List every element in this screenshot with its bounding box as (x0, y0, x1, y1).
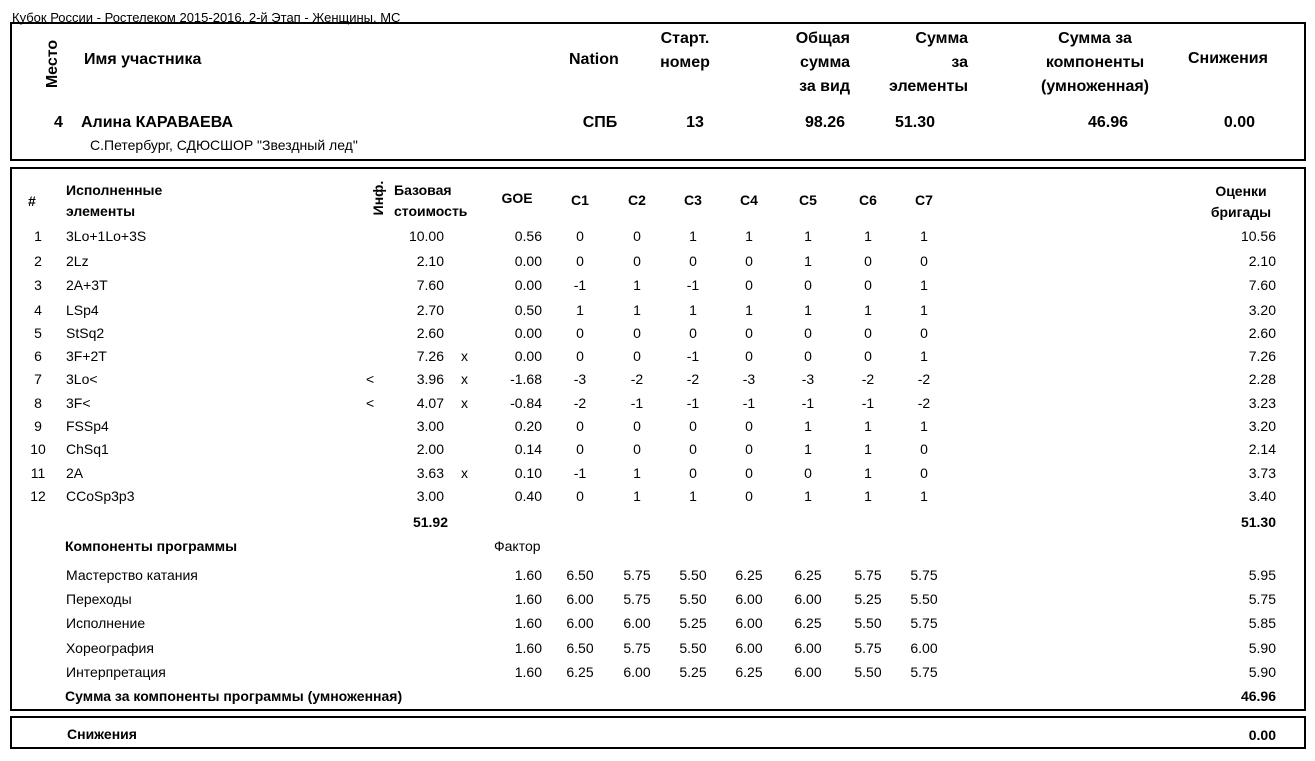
event-title: Кубок России - Ростелеком 2015-2016, 2-й Этап - Женщины, МС (12, 10, 401, 25)
component-factor: 1.60 (514, 664, 542, 680)
judge-mark: -1 (573, 277, 587, 293)
element-bonus-mark: x (461, 465, 468, 481)
component-judge-mark: 5.25 (854, 591, 882, 607)
judge-mark: 0 (689, 325, 697, 341)
component-judge-mark: 5.75 (854, 640, 882, 656)
judge-mark: 1 (745, 302, 753, 318)
component-judge-mark: 6.25 (794, 615, 822, 631)
judge-header: C1 (571, 192, 589, 208)
component-panel-score: 5.95 (1248, 567, 1276, 583)
element-goe: 0.00 (514, 325, 542, 341)
judge-mark: 0 (920, 441, 928, 457)
component-judge-mark: 5.50 (854, 615, 882, 631)
judge-mark: -1 (742, 395, 756, 411)
element-bonus-mark: x (461, 348, 468, 364)
judge-mark: 0 (864, 277, 872, 293)
judge-mark: 0 (576, 418, 584, 434)
judge-mark: -2 (917, 395, 931, 411)
element-base-value: 3.96 (416, 371, 444, 387)
component-panel-score: 5.85 (1248, 615, 1276, 631)
judge-mark: 0 (804, 465, 812, 481)
component-judge-mark: 5.75 (623, 591, 651, 607)
judge-mark: 0 (576, 253, 584, 269)
deductions-label: Снижения (67, 726, 137, 742)
element-goe: 0.20 (514, 418, 542, 434)
judge-mark: 0 (745, 465, 753, 481)
judge-mark: 1 (804, 253, 812, 269)
component-judge-mark: 5.75 (623, 640, 651, 656)
component-judge-mark: 6.00 (735, 615, 763, 631)
judge-mark: 0 (576, 325, 584, 341)
judge-mark: 0 (633, 441, 641, 457)
judge-mark: -1 (861, 395, 875, 411)
judge-mark: -1 (573, 465, 587, 481)
components-total-label: Сумма за компоненты программы (умноженная) (65, 688, 403, 704)
judge-mark: 1 (864, 302, 872, 318)
element-base-value: 7.60 (416, 277, 444, 293)
judge-mark: 0 (864, 325, 872, 341)
element-code: LSp4 (66, 302, 99, 318)
info-header: Инф. (370, 180, 386, 216)
element-goe: 0.50 (514, 302, 542, 318)
element-row-number: 5 (34, 325, 42, 341)
judge-mark: 1 (689, 302, 697, 318)
element-row-number: 8 (34, 395, 42, 411)
element-panel-score: 2.28 (1248, 371, 1276, 387)
judge-mark: 1 (920, 277, 928, 293)
component-judge-mark: 6.50 (566, 640, 594, 656)
element-panel-score: 3.20 (1248, 418, 1276, 434)
element-base-value: 4.07 (416, 395, 444, 411)
component-judge-mark: 6.00 (623, 664, 651, 680)
judge-header: C3 (684, 192, 702, 208)
component-judge-mark: 5.25 (679, 664, 707, 680)
judge-mark: -1 (686, 395, 700, 411)
judge-mark: 0 (804, 348, 812, 364)
component-name: Переходы (66, 591, 132, 607)
panel-score-header: Оценки бригады (1210, 183, 1272, 220)
judge-mark: 1 (745, 228, 753, 244)
name-header: Имя участника (84, 51, 202, 68)
element-row-number: 9 (34, 418, 42, 434)
start-number-header: Старт. номер (660, 30, 710, 71)
judge-mark: -2 (573, 395, 587, 411)
skater-component-score: 46.96 (1087, 114, 1128, 131)
factor-header: Фактор (494, 538, 541, 554)
judge-mark: -3 (573, 371, 587, 387)
element-code: CCoSp3p3 (66, 488, 135, 504)
judge-mark: -1 (686, 348, 700, 364)
element-base-value: 10.00 (408, 228, 444, 244)
judge-mark: 0 (745, 418, 753, 434)
component-panel-score: 5.90 (1248, 664, 1276, 680)
judge-mark: 0 (745, 277, 753, 293)
judge-mark: 1 (864, 441, 872, 457)
judge-mark: 0 (633, 348, 641, 364)
judge-mark: 0 (576, 348, 584, 364)
component-judge-mark: 6.50 (566, 567, 594, 583)
component-judge-mark: 5.75 (623, 567, 651, 583)
skater-element-score: 51.30 (894, 114, 935, 131)
judge-mark: -3 (742, 371, 756, 387)
judge-mark: 0 (745, 253, 753, 269)
element-goe: 0.10 (514, 465, 542, 481)
judge-mark: -3 (801, 371, 815, 387)
components-title: Компоненты программы (65, 538, 238, 554)
element-row-number: 11 (30, 465, 46, 481)
element-row-number: 10 (30, 441, 46, 457)
judge-mark: 0 (745, 488, 753, 504)
element-base-value: 3.63 (416, 465, 444, 481)
judge-mark: 1 (920, 488, 928, 504)
deductions-box (10, 716, 1306, 749)
element-code: 2A+3T (66, 277, 108, 293)
element-panel-score: 7.60 (1248, 277, 1276, 293)
component-judge-mark: 5.75 (910, 567, 938, 583)
judge-mark: 1 (633, 302, 641, 318)
component-judge-mark: 5.50 (910, 591, 938, 607)
judge-mark: -2 (630, 371, 644, 387)
component-judge-mark: 5.50 (679, 591, 707, 607)
deductions-value: 0.00 (1248, 727, 1276, 743)
element-row-number: 1 (34, 228, 42, 244)
element-goe: 0.56 (514, 228, 542, 244)
rank-header: Место (44, 39, 61, 89)
element-goe: 0.14 (514, 441, 542, 457)
judge-mark: 1 (633, 465, 641, 481)
judge-mark: 1 (689, 488, 697, 504)
judge-mark: 0 (576, 488, 584, 504)
element-code: 2Lz (66, 253, 89, 269)
judge-mark: 1 (633, 277, 641, 293)
component-name: Исполнение (66, 615, 146, 631)
judge-mark: 0 (576, 441, 584, 457)
judge-mark: 0 (745, 348, 753, 364)
element-header: Исполненные элементы (66, 182, 163, 219)
base-value-total: 51.92 (412, 514, 448, 530)
element-bonus-mark: x (461, 395, 468, 411)
element-code: 3Lo< (66, 371, 98, 387)
component-score-header: Сумма за компоненты (умноженная) (1041, 30, 1149, 95)
element-row-number: 4 (34, 302, 42, 318)
base-value-header: Базовая стоимость (394, 182, 468, 219)
judge-mark: 0 (864, 253, 872, 269)
element-base-value: 2.00 (416, 441, 444, 457)
component-judge-mark: 5.75 (910, 615, 938, 631)
judge-mark: 1 (864, 418, 872, 434)
element-goe: 0.00 (514, 253, 542, 269)
skater-nation: СПБ (582, 114, 618, 131)
judge-mark: -2 (686, 371, 700, 387)
components-total: 46.96 (1240, 688, 1276, 704)
component-panel-score: 5.75 (1248, 591, 1276, 607)
judge-mark: 1 (864, 465, 872, 481)
judge-header: C6 (859, 192, 877, 208)
element-base-value: 7.26 (416, 348, 444, 364)
element-base-value: 2.10 (416, 253, 444, 269)
judge-mark: 1 (864, 228, 872, 244)
element-panel-score: 3.23 (1248, 395, 1276, 411)
judge-mark: -2 (861, 371, 875, 387)
component-judge-mark: 6.25 (735, 664, 763, 680)
judge-header: C2 (628, 192, 646, 208)
element-goe: 0.00 (514, 348, 542, 364)
component-panel-score: 5.90 (1248, 640, 1276, 656)
component-judge-mark: 6.25 (794, 567, 822, 583)
skater-deductions: 0.00 (1223, 114, 1255, 131)
element-panel-score: 2.60 (1248, 325, 1276, 341)
judge-mark: -2 (917, 371, 931, 387)
element-code: ChSq1 (66, 441, 109, 457)
judge-mark: 0 (689, 465, 697, 481)
deductions-header: Снижения (1188, 50, 1268, 67)
element-code: StSq2 (66, 325, 105, 341)
judge-mark: 0 (745, 441, 753, 457)
judge-mark: 1 (689, 228, 697, 244)
component-judge-mark: 6.00 (566, 591, 594, 607)
component-judge-mark: 5.50 (854, 664, 882, 680)
component-judge-mark: 6.25 (566, 664, 594, 680)
element-goe: 0.00 (514, 277, 542, 293)
component-judge-mark: 5.75 (854, 567, 882, 583)
judge-mark: 0 (864, 348, 872, 364)
skater-name: Алина КАРАВАЕВА (81, 114, 233, 131)
judge-mark: 1 (920, 348, 928, 364)
element-panel-score: 10.56 (1240, 228, 1276, 244)
judge-mark: 1 (633, 488, 641, 504)
element-base-value: 3.00 (416, 418, 444, 434)
judge-mark: -1 (686, 277, 700, 293)
element-base-value: 2.70 (416, 302, 444, 318)
judge-mark: 0 (633, 228, 641, 244)
component-judge-mark: 6.00 (794, 664, 822, 680)
num-header: # (28, 193, 36, 209)
judge-mark: 0 (804, 325, 812, 341)
judge-mark: 0 (689, 418, 697, 434)
judge-mark: 0 (576, 228, 584, 244)
judge-mark: 1 (920, 228, 928, 244)
judge-mark: 0 (920, 465, 928, 481)
judge-mark: 1 (576, 302, 584, 318)
element-row-number: 7 (34, 371, 42, 387)
element-goe: -1.68 (510, 371, 542, 387)
component-factor: 1.60 (514, 615, 542, 631)
judge-header: C7 (915, 192, 933, 208)
element-base-value: 3.00 (416, 488, 444, 504)
component-judge-mark: 6.25 (735, 567, 763, 583)
skater-total-score: 98.26 (804, 114, 845, 131)
judge-mark: 1 (804, 228, 812, 244)
component-judge-mark: 6.00 (623, 615, 651, 631)
element-goe: -0.84 (510, 395, 542, 411)
judge-mark: 1 (864, 488, 872, 504)
element-row-number: 6 (34, 348, 42, 364)
skater-start-number: 13 (686, 114, 704, 131)
judge-mark: 1 (804, 488, 812, 504)
total-score-header: Общая сумма за вид (795, 30, 850, 95)
judge-mark: 0 (689, 253, 697, 269)
component-judge-mark: 5.25 (679, 615, 707, 631)
element-code: 3F< (66, 395, 91, 411)
judge-mark: -1 (630, 395, 644, 411)
judge-mark: 0 (920, 253, 928, 269)
element-base-value: 2.60 (416, 325, 444, 341)
element-panel-score: 3.20 (1248, 302, 1276, 318)
component-judge-mark: 6.00 (794, 640, 822, 656)
component-judge-mark: 5.50 (679, 640, 707, 656)
component-judge-mark: 6.00 (794, 591, 822, 607)
component-factor: 1.60 (514, 640, 542, 656)
element-info: < (366, 371, 375, 387)
component-factor: 1.60 (514, 567, 542, 583)
element-code: FSSp4 (66, 418, 109, 434)
judge-mark: 1 (920, 302, 928, 318)
judge-mark: 0 (633, 253, 641, 269)
element-panel-score: 2.14 (1248, 441, 1276, 457)
element-code: 2A (66, 465, 84, 481)
judge-mark: 0 (633, 325, 641, 341)
judge-mark: 1 (804, 302, 812, 318)
judge-mark: 0 (689, 441, 697, 457)
component-judge-mark: 5.75 (910, 664, 938, 680)
nation-header: Nation (569, 51, 619, 68)
skater-rank: 4 (54, 114, 63, 131)
judge-mark: 1 (804, 441, 812, 457)
judge-mark: 1 (920, 418, 928, 434)
judge-mark: 0 (633, 418, 641, 434)
element-panel-score: 3.73 (1248, 465, 1276, 481)
judge-header: C4 (740, 192, 758, 208)
judge-mark: -1 (801, 395, 815, 411)
component-name: Хореография (66, 640, 154, 656)
component-name: Мастерство катания (66, 567, 198, 583)
element-panel-score: 7.26 (1248, 348, 1276, 364)
skater-club: С.Петербург, СДЮСШОР "Звездный лед" (90, 137, 358, 153)
element-code: 3Lo+1Lo+3S (66, 228, 147, 244)
judge-mark: 1 (804, 418, 812, 434)
element-panel-score: 3.40 (1248, 488, 1276, 504)
element-score-total: 51.30 (1240, 514, 1276, 530)
component-name: Интерпретация (66, 664, 166, 680)
component-judge-mark: 5.50 (679, 567, 707, 583)
element-row-number: 12 (30, 488, 46, 504)
element-panel-score: 2.10 (1248, 253, 1276, 269)
element-goe: 0.40 (514, 488, 542, 504)
element-row-number: 3 (34, 277, 42, 293)
element-code: 3F+2T (66, 348, 107, 364)
component-factor: 1.60 (514, 591, 542, 607)
judge-header: C5 (799, 192, 817, 208)
component-judge-mark: 6.00 (735, 640, 763, 656)
component-judge-mark: 6.00 (566, 615, 594, 631)
element-info: < (366, 395, 375, 411)
element-bonus-mark: x (461, 371, 468, 387)
goe-header: GOE (501, 190, 533, 206)
judge-mark: 0 (745, 325, 753, 341)
element-score-header: Сумма за элементы (889, 30, 968, 95)
judge-mark: 0 (920, 325, 928, 341)
component-judge-mark: 6.00 (735, 591, 763, 607)
judge-mark: 0 (804, 277, 812, 293)
component-judge-mark: 6.00 (910, 640, 938, 656)
element-row-number: 2 (34, 253, 42, 269)
